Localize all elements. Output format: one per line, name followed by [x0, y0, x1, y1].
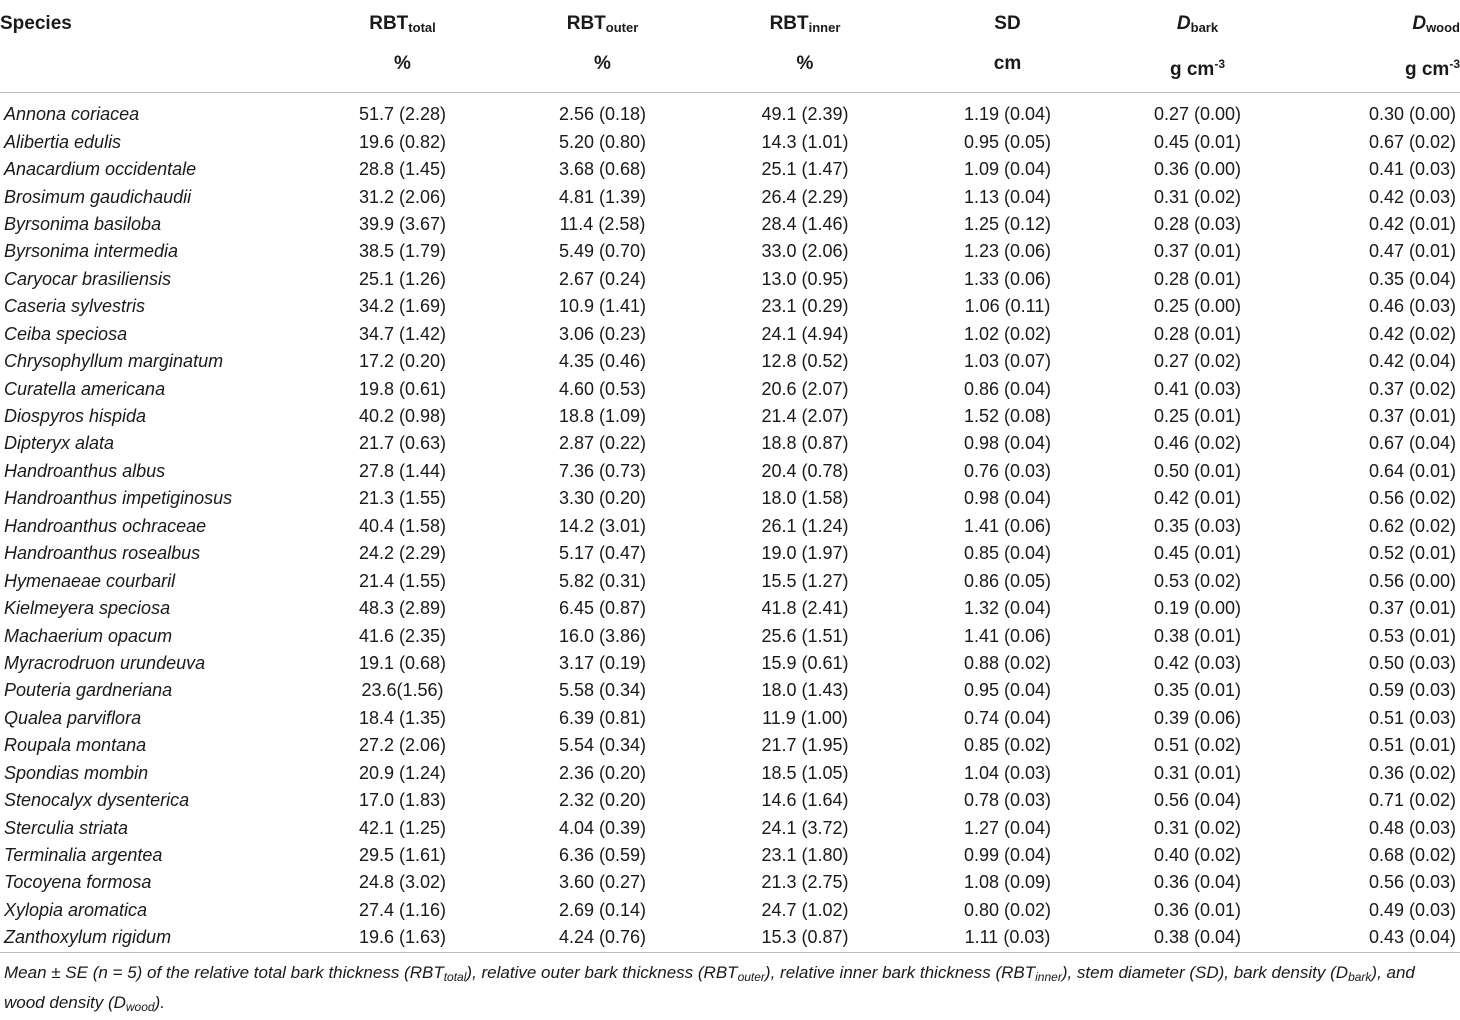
rbt-outer-cell: 4.24 (0.76) [505, 924, 700, 952]
header-rbt-outer: $RBT_{outer}$ [566, 13, 639, 35]
sd-cell: 1.19 (0.04) [963, 104, 1052, 125]
species-cell: Tocoyena formosa [4, 872, 152, 893]
species-cell: Anacardium occidentale [4, 159, 197, 180]
rbt-inner-cell: 18.0 (1.43) [761, 680, 849, 701]
species-cell: Diospyros hispida [4, 406, 147, 427]
rbt-inner-cell: 12.8 (0.52) [761, 351, 849, 372]
rbt-total-cell: 19.8 (0.61) [358, 378, 447, 399]
sd-cell: 1.25 (0.12) [963, 213, 1052, 234]
rbt-total-cell: 39.9 (3.67) [358, 213, 447, 234]
body-spacer [0, 93, 1460, 102]
species-cell: Kielmeyera speciosa [4, 598, 171, 619]
rbt-outer-cell: 6.45 (0.87) [558, 598, 647, 619]
table-row [0, 787, 1460, 814]
rbt-outer-cell: 5.54 (0.34) [558, 735, 647, 756]
rbt-outer-cell: 6.39 (0.81) [558, 707, 647, 728]
header-rbt-inner: $RBT_{inner}$ [769, 13, 841, 35]
rbt-total-cell: 19.1 (0.68) [358, 652, 447, 673]
d-bark-cell: 0.28 (0.03) [1153, 213, 1242, 234]
rbt-inner-cell: 26.1 (1.24) [761, 515, 849, 536]
rbt-outer-cell: 2.87 (0.22) [558, 433, 647, 454]
d-wood-cell: 0.42 (0.02) [1368, 323, 1456, 344]
d-wood-cell: 0.53 (0.01) [1368, 625, 1456, 646]
rbt-total-cell: 41.6 (2.35) [358, 625, 447, 646]
rbt-total-cell: 38.5 (1.79) [358, 241, 447, 262]
rbt-outer-cell: 2.67 (0.24) [558, 268, 647, 289]
rbt-outer-cell: 4.81 (1.39) [558, 186, 647, 207]
rbt-total-cell: 21.4 (1.55) [358, 570, 447, 591]
rbt-outer-cell: 4.35 (0.46) [558, 351, 647, 372]
rbt-inner-cell: 24.1 (4.94) [761, 323, 849, 344]
table-row [0, 897, 1460, 924]
species-cell: Byrsonima basiloba [4, 213, 162, 234]
rbt-total-cell: 29.5 (1.61) [358, 845, 447, 866]
rbt-outer-cell: 18.8 (1.09) [558, 406, 647, 427]
rbt-outer-cell: 10.9 (1.41) [558, 296, 647, 317]
species-cell: Handroanthus impetiginosus [4, 488, 233, 509]
header-row-names [0, 0, 1460, 52]
sd-cell: 0.99 (0.04) [963, 845, 1052, 866]
species-cell: Myracrodruon urundeuva [4, 652, 206, 673]
table-row [0, 924, 1460, 952]
table-row [0, 266, 1460, 293]
rbt-total-cell: 25.1 (1.26) [358, 268, 447, 289]
rbt-inner-cell: 23.1 (1.80) [761, 845, 849, 866]
sd-cell: 1.08 (0.09) [963, 872, 1052, 893]
species-cell: Machaerium opacum [4, 625, 173, 646]
sd-cell: 1.11 (0.03) [910, 924, 1105, 952]
sd-cell: 0.74 (0.04) [963, 707, 1052, 728]
d-bark-cell: 0.45 (0.01) [1153, 131, 1242, 152]
rbt-inner-cell: 28.4 (1.46) [761, 213, 849, 234]
table-row [0, 567, 1460, 594]
d-bark-cell: 0.53 (0.02) [1153, 570, 1242, 591]
header-row-units [0, 52, 1460, 93]
d-wood-cell: 0.37 (0.02) [1368, 378, 1456, 399]
rbt-total-cell: 34.2 (1.69) [358, 296, 447, 317]
rbt-total-cell: 20.9 (1.24) [358, 762, 447, 783]
sd-cell: 0.98 (0.04) [963, 433, 1052, 454]
d-bark-cell: 0.45 (0.01) [1153, 543, 1242, 564]
d-bark-cell: 0.38 (0.01) [1153, 625, 1242, 646]
unit-sd: cm [910, 52, 1105, 93]
rbt-total-cell: 18.4 (1.35) [358, 707, 447, 728]
sd-cell: 0.85 (0.02) [963, 735, 1052, 756]
d-wood-cell: 0.56 (0.00) [1368, 570, 1456, 591]
rbt-outer-cell: 3.06 (0.23) [558, 323, 647, 344]
d-bark-cell: 0.31 (0.02) [1153, 186, 1242, 207]
rbt-outer-cell: 2.69 (0.14) [558, 899, 647, 920]
sd-cell: 1.03 (0.07) [963, 351, 1052, 372]
rbt-outer-cell: 3.60 (0.27) [558, 872, 647, 893]
table-header [0, 0, 1460, 93]
rbt-outer-cell: 5.17 (0.47) [558, 543, 647, 564]
d-wood-cell: 0.37 (0.01) [1368, 598, 1456, 619]
d-wood-cell: 0.71 (0.02) [1368, 790, 1456, 811]
d-bark-cell: 0.25 (0.01) [1153, 406, 1242, 427]
sd-cell: 1.09 (0.04) [963, 159, 1052, 180]
species-cell: Hymenaeae courbaril [4, 570, 176, 591]
table-row [0, 732, 1460, 759]
rbt-total-cell: 28.8 (1.45) [358, 159, 447, 180]
d-wood-cell: 0.42 (0.04) [1368, 351, 1456, 372]
d-wood-cell: 0.30 (0.00) [1368, 104, 1456, 125]
sd-cell: 0.98 (0.04) [963, 488, 1052, 509]
header-rbt-total: $RBT_{total}$ [369, 13, 436, 35]
species-cell: Curatella americana [4, 378, 166, 399]
d-wood-cell: 0.67 (0.02) [1368, 131, 1456, 152]
d-bark-cell: 0.41 (0.03) [1153, 378, 1242, 399]
table-row [0, 430, 1460, 457]
sd-cell: 1.52 (0.08) [963, 406, 1052, 427]
sd-cell: 0.86 (0.05) [963, 570, 1052, 591]
species-cell: Zanthoxylum rigidum [0, 924, 300, 952]
rbt-inner-cell: 25.6 (1.51) [761, 625, 849, 646]
sd-cell: 0.95 (0.04) [963, 680, 1052, 701]
table-row [0, 760, 1460, 787]
table-row [0, 293, 1460, 320]
species-cell: Pouteria gardneriana [4, 680, 173, 701]
d-wood-cell: 0.35 (0.04) [1368, 268, 1456, 289]
sd-cell: 1.27 (0.04) [963, 817, 1052, 838]
table-row [0, 183, 1460, 210]
rbt-outer-cell: 5.20 (0.80) [558, 131, 647, 152]
species-cell: Byrsonima intermedia [4, 241, 179, 262]
d-bark-cell: 0.39 (0.06) [1153, 707, 1242, 728]
sd-cell: 0.86 (0.04) [963, 378, 1052, 399]
species-cell: Caryocar brasiliensis [4, 268, 172, 289]
table-row [0, 156, 1460, 183]
rbt-total-cell: 19.6 (0.82) [358, 131, 447, 152]
d-bark-cell: 0.38 (0.04) [1105, 924, 1290, 952]
rbt-total-cell: 24.2 (2.29) [358, 543, 447, 564]
sd-cell: 1.02 (0.02) [963, 323, 1052, 344]
rbt-inner-cell: 15.3 (0.87) [700, 924, 910, 952]
rbt-inner-cell: 18.5 (1.05) [761, 762, 849, 783]
d-bark-cell: 0.37 (0.01) [1153, 241, 1242, 262]
rbt-total-cell: 42.1 (1.25) [358, 817, 447, 838]
table-row [0, 211, 1460, 238]
d-bark-cell: 0.36 (0.04) [1153, 872, 1242, 893]
rbt-outer-cell: 2.32 (0.20) [558, 790, 647, 811]
rbt-inner-cell: 18.8 (0.87) [761, 433, 849, 454]
d-wood-cell: 0.49 (0.03) [1368, 899, 1456, 920]
table-caption: Mean ± SE (n = 5) of the relative total bark thickness $(RBT_{total})$, relative outer bark thickness $(RBT_{outer})$, relative inner bark thickness $(RBT_{inner})$, stem diameter (SD), bark density $(D_{bark})$, and wood density $(D_{wood})$. [4, 963, 1415, 1014]
species-cell: Dipteryx alata [4, 433, 115, 454]
rbt-outer-cell: 3.30 (0.20) [558, 488, 647, 509]
d-bark-cell: 0.36 (0.01) [1153, 899, 1242, 920]
species-cell: Handroanthus albus [4, 460, 166, 481]
table-row [0, 321, 1460, 348]
rbt-total-cell: 27.2 (2.06) [358, 735, 447, 756]
d-wood-cell: 0.36 (0.02) [1368, 762, 1456, 783]
rbt-inner-cell: 21.3 (2.75) [761, 872, 849, 893]
rbt-inner-cell: 20.4 (0.78) [761, 460, 849, 481]
d-bark-cell: 0.42 (0.01) [1153, 488, 1242, 509]
rbt-outer-cell: 4.60 (0.53) [558, 378, 647, 399]
d-wood-cell: 0.51 (0.03) [1368, 707, 1456, 728]
d-bark-cell: 0.51 (0.02) [1153, 735, 1242, 756]
table-row [0, 814, 1460, 841]
species-cell: Caseria sylvestris [4, 296, 146, 317]
species-cell: Chrysophyllum marginatum [4, 351, 224, 372]
rbt-outer-cell: 5.82 (0.31) [558, 570, 647, 591]
table-row [0, 485, 1460, 512]
d-wood-cell: 0.62 (0.02) [1368, 515, 1456, 536]
rbt-inner-cell: 24.7 (1.02) [761, 899, 849, 920]
table-body [0, 93, 1460, 953]
d-wood-cell: 0.51 (0.01) [1368, 735, 1456, 756]
rbt-total-cell: 27.8 (1.44) [358, 460, 447, 481]
d-bark-cell: 0.56 (0.04) [1153, 790, 1242, 811]
d-bark-cell: 0.28 (0.01) [1153, 268, 1242, 289]
sd-cell: 1.41 (0.06) [963, 515, 1052, 536]
d-bark-cell: 0.31 (0.01) [1153, 762, 1242, 783]
rbt-inner-cell: 21.4 (2.07) [761, 406, 849, 427]
sd-cell: 1.33 (0.06) [963, 268, 1052, 289]
sd-cell: 0.76 (0.03) [963, 460, 1052, 481]
rbt-inner-cell: 23.1 (0.29) [761, 296, 849, 317]
sd-cell: 1.06 (0.11) [964, 296, 1051, 317]
rbt-outer-cell: 5.58 (0.34) [558, 680, 647, 701]
table-row [0, 842, 1460, 869]
d-bark-cell: 0.19 (0.00) [1153, 598, 1242, 619]
rbt-total-cell: 23.6(1.56) [361, 680, 444, 701]
rbt-inner-cell: 13.0 (0.95) [761, 268, 849, 289]
rbt-inner-cell: 33.0 (2.06) [761, 241, 849, 262]
d-bark-cell: 0.35 (0.03) [1153, 515, 1242, 536]
rbt-total-cell: 40.2 (0.98) [358, 406, 447, 427]
sd-cell: 1.13 (0.04) [963, 186, 1052, 207]
rbt-outer-cell: 7.36 (0.73) [558, 460, 647, 481]
d-wood-cell: 0.56 (0.02) [1368, 488, 1456, 509]
rbt-total-cell: 19.6 (1.63) [300, 924, 505, 952]
species-cell: Sterculia striata [4, 817, 129, 838]
sd-cell: 1.23 (0.06) [963, 241, 1052, 262]
rbt-inner-cell: 15.9 (0.61) [761, 652, 849, 673]
unit-rbt-outer: % [505, 52, 700, 93]
species-cell: Stenocalyx dysenterica [4, 790, 190, 811]
d-wood-cell: 0.42 (0.03) [1368, 186, 1456, 207]
d-bark-cell: 0.25 (0.00) [1153, 296, 1242, 317]
d-wood-cell: 0.42 (0.01) [1368, 213, 1456, 234]
rbt-inner-cell: 21.7 (1.95) [761, 735, 849, 756]
table-row [0, 869, 1460, 896]
sd-cell: 0.95 (0.05) [963, 131, 1052, 152]
rbt-outer-cell: 11.4 (2.58) [559, 213, 646, 234]
rbt-total-cell: 34.7 (1.42) [358, 323, 447, 344]
d-bark-cell: 0.27 (0.00) [1153, 104, 1242, 125]
d-wood-cell: 0.64 (0.01) [1368, 460, 1456, 481]
species-cell: Handroanthus rosealbus [4, 543, 201, 564]
species-cell: Roupala montana [4, 735, 147, 756]
d-bark-cell: 0.42 (0.03) [1153, 652, 1242, 673]
d-wood-cell: 0.52 (0.01) [1368, 543, 1456, 564]
rbt-inner-cell: 14.6 (1.64) [761, 790, 849, 811]
sd-cell: 1.32 (0.04) [963, 598, 1052, 619]
d-bark-cell: 0.40 (0.02) [1153, 845, 1242, 866]
species-cell: Terminalia argentea [4, 845, 163, 866]
rbt-inner-cell: 49.1 (2.39) [761, 104, 849, 125]
table-row [0, 238, 1460, 265]
table-row [0, 677, 1460, 704]
rbt-inner-cell: 24.1 (3.72) [761, 817, 849, 838]
rbt-total-cell: 31.2 (2.06) [358, 186, 447, 207]
d-wood-cell: 0.48 (0.03) [1368, 817, 1456, 838]
rbt-outer-cell: 3.68 (0.68) [558, 159, 647, 180]
table-row [0, 595, 1460, 622]
rbt-total-cell: 51.7 (2.28) [358, 104, 447, 125]
species-cell: Qualea parviflora [4, 707, 142, 728]
species-cell: Handroanthus ochraceae [4, 515, 207, 536]
d-bark-cell: 0.35 (0.01) [1153, 680, 1242, 701]
sd-cell: 0.88 (0.02) [963, 652, 1052, 673]
rbt-outer-cell: 4.04 (0.39) [558, 817, 647, 838]
rbt-inner-cell: 14.3 (1.01) [761, 131, 849, 152]
header-sd: SD [994, 13, 1021, 34]
d-wood-cell: 0.41 (0.03) [1368, 159, 1456, 180]
header-unit-species [0, 52, 300, 93]
rbt-outer-cell: 14.2 (3.01) [558, 515, 647, 536]
d-wood-cell: 0.50 (0.03) [1368, 652, 1456, 673]
rbt-total-cell: 17.0 (1.83) [358, 790, 447, 811]
table-row [0, 403, 1460, 430]
table-row [0, 650, 1460, 677]
unit-rbt-inner: % [700, 52, 910, 93]
rbt-total-cell: 40.4 (1.58) [358, 515, 447, 536]
rbt-inner-cell: 18.0 (1.58) [761, 488, 849, 509]
unit-d-wood: g $cm^{-3}$ [1290, 52, 1460, 93]
species-cell: Alibertia edulis [4, 131, 122, 152]
d-bark-cell: 0.36 (0.00) [1153, 159, 1242, 180]
sd-cell: 0.85 (0.04) [963, 543, 1052, 564]
sd-cell: 1.41 (0.06) [963, 625, 1052, 646]
d-wood-cell: 0.43 (0.04) [1290, 924, 1460, 952]
d-wood-cell: 0.56 (0.03) [1368, 872, 1456, 893]
unit-d-bark: g $cm^{-3}$ [1105, 52, 1290, 93]
sd-cell: 0.80 (0.02) [963, 899, 1052, 920]
d-wood-cell: 0.47 (0.01) [1368, 241, 1456, 262]
rbt-inner-cell: 26.4 (2.29) [761, 186, 849, 207]
rbt-total-cell: 24.8 (3.02) [358, 872, 447, 893]
table-row [0, 458, 1460, 485]
rbt-inner-cell: 20.6 (2.07) [761, 378, 849, 399]
rbt-inner-cell: 19.0 (1.97) [761, 543, 849, 564]
rbt-inner-cell: 11.9 (1.00) [762, 707, 848, 728]
header-d-wood: $D_{wood}$ [1412, 13, 1460, 35]
species-cell: Spondias mombin [4, 762, 149, 783]
rbt-total-cell: 21.7 (0.63) [358, 433, 447, 454]
rbt-outer-cell: 16.0 (3.86) [558, 625, 647, 646]
table-row [0, 348, 1460, 375]
table-row [0, 622, 1460, 649]
d-bark-cell: 0.27 (0.02) [1153, 351, 1242, 372]
d-wood-cell: 0.37 (0.01) [1368, 406, 1456, 427]
species-cell: Ceiba speciosa [4, 323, 128, 344]
rbt-outer-cell: 3.17 (0.19) [558, 652, 647, 673]
rbt-total-cell: 17.2 (0.20) [358, 351, 447, 372]
d-wood-cell: 0.59 (0.03) [1368, 680, 1456, 701]
table-row [0, 540, 1460, 567]
table-row [0, 375, 1460, 402]
rbt-total-cell: 21.3 (1.55) [358, 488, 447, 509]
species-cell: Brosimum gaudichaudii [4, 186, 192, 207]
species-cell: Annona coriacea [4, 104, 140, 125]
rbt-outer-cell: 2.56 (0.18) [558, 104, 647, 125]
d-bark-cell: 0.46 (0.02) [1153, 433, 1242, 454]
sd-cell: 1.04 (0.03) [963, 762, 1052, 783]
header-species: Species [0, 13, 72, 34]
header-d-bark: $D_{bark}$ [1176, 13, 1219, 35]
table-row [0, 513, 1460, 540]
rbt-outer-cell: 2.36 (0.20) [558, 762, 647, 783]
rbt-inner-cell: 15.5 (1.27) [761, 570, 849, 591]
rbt-inner-cell: 41.8 (2.41) [761, 598, 849, 619]
rbt-inner-cell: 25.1 (1.47) [761, 159, 849, 180]
rbt-total-cell: 48.3 (2.89) [358, 598, 447, 619]
rbt-outer-cell: 6.36 (0.59) [558, 845, 647, 866]
d-wood-cell: 0.46 (0.03) [1368, 296, 1456, 317]
table-row [0, 128, 1460, 155]
d-bark-cell: 0.28 (0.01) [1153, 323, 1242, 344]
sd-cell: 0.78 (0.03) [963, 790, 1052, 811]
table-row [0, 705, 1460, 732]
rbt-total-cell: 27.4 (1.16) [358, 899, 447, 920]
rbt-outer-cell: 5.49 (0.70) [558, 241, 647, 262]
d-bark-cell: 0.50 (0.01) [1153, 460, 1242, 481]
unit-rbt-total: % [300, 52, 505, 93]
d-wood-cell: 0.67 (0.04) [1368, 433, 1456, 454]
species-cell: Xylopia aromatica [4, 899, 148, 920]
d-bark-cell: 0.31 (0.02) [1153, 817, 1242, 838]
d-wood-cell: 0.68 (0.02) [1368, 845, 1456, 866]
table-row [0, 101, 1460, 128]
